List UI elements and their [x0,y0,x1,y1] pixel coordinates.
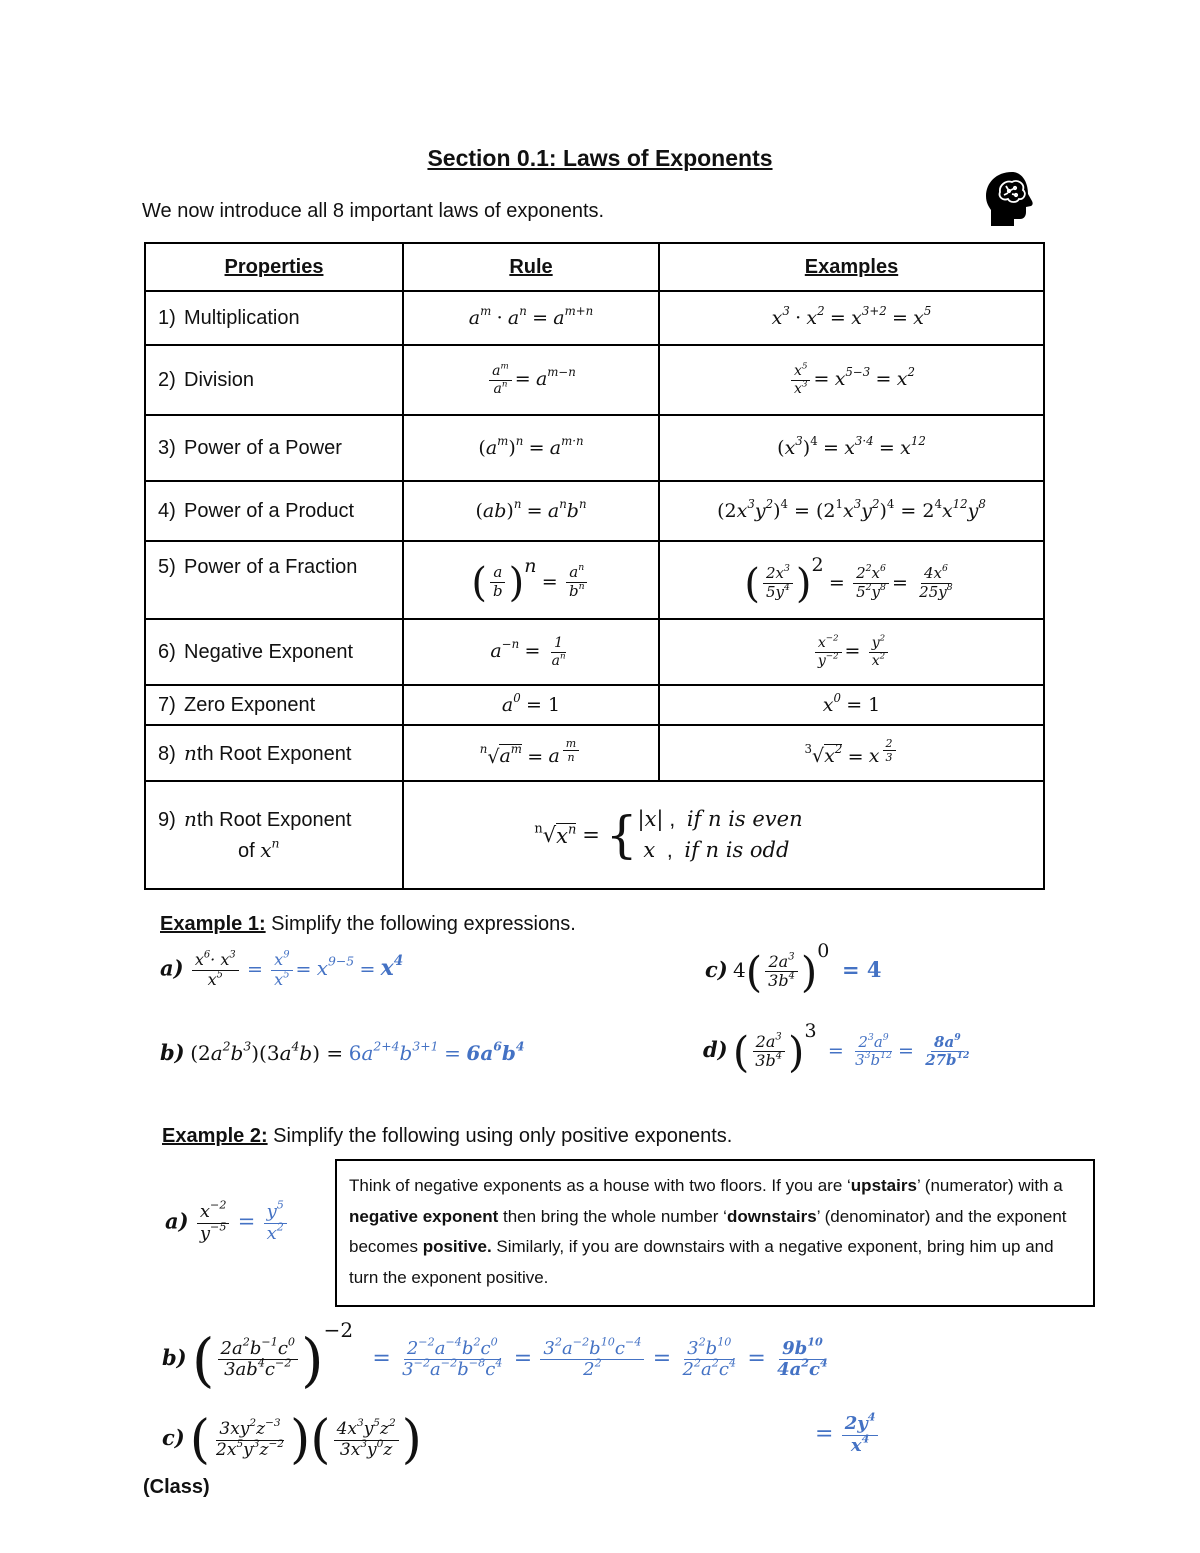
table-row [145,781,1044,889]
rule-cell: $a^0 = 1$ [403,685,659,725]
example2-title: Example 2: [162,1125,268,1147]
row-number: 2) [158,368,176,391]
property-cell: 9) nth Root Exponent of $x^n$ [145,781,403,889]
piecewise-odd: if n is odd [684,838,790,862]
property-name-cont: of [238,840,255,862]
table-header-row [145,243,1044,291]
row-number: 7) [158,693,176,716]
row-number: 9) [158,809,176,831]
property-cell [145,291,403,345]
property-name: Power of a Fraction [184,556,358,578]
property-name: Division [184,368,255,391]
negative-exponent-note: Think of negative exponents as a house with two floors. If you are ‘upstairs’ (numerator) with a negative exponent then bring the whole number ‘downstairs’ (denominator) and the exponent becomes positive. Similarly, if you are downstairs with a negative exponent, bring him up and turn the exponent positive. [335,1159,1095,1307]
note-positive: positive. [422,1237,492,1256]
table-row [145,345,1044,415]
property-name: Zero Exponent [184,693,316,716]
example2-c: c) ( $\frac{3xy^2z^{-3}}{2x^5y^3z^{-2}}$ )( $\frac{4x^3y^5z^2}{3x^3y^0z}$ ) [162,1410,422,1470]
rule-cell: ( $\frac{a}{b}$ )n = $\frac{a^n}{b^n}$ [403,541,659,619]
property-cell [145,685,403,725]
rule-cell: $\frac{a^m}{a^n}$ = $a^{m-n}$ [403,345,659,415]
head-brain-icon [982,170,1038,228]
intro-text: We now introduce all 8 important laws of exponents. [142,200,605,222]
example2-a: a) $\frac{x^{-2}}{y^{-5}}$ = $\frac{y^5}{x^2}$ [165,1203,290,1244]
example2-instruction: Simplify the following using only positive exponents. [273,1125,733,1147]
example-cell: $\frac{x^{-2}}{y^{-2}}$ = $\frac{y^2}{x^2}$ [659,619,1044,685]
property-cell [145,619,403,685]
example-cell: $x^3 \cdot x^2 = x^{3+2} = x^5$ [659,291,1044,345]
rule-cell: $(a^m)^n = a^{m\cdot n}$ [403,415,659,481]
property-cell [145,481,403,541]
row-number: 4) [158,499,176,522]
example-cell: $^3√x^2 = x$ $^{\frac{2}{3}}$ [659,725,1044,781]
example1-b: b) $(2a^2b^3)(3a^4b) = 6a^{2+4}b^{3+1} = 6a^6b^4$ [160,1038,525,1065]
row-number: 1) [158,306,176,329]
part-label: c) [162,1424,185,1450]
row-number: 8) [158,742,176,765]
example1-instruction: Simplify the following expressions. [271,913,576,935]
property-name: th Root Exponent [196,809,352,831]
table-row [145,415,1044,481]
part-label: b) [160,1040,185,1065]
class-note: (Class) [143,1476,210,1498]
table-row [145,541,1044,619]
part-label: a) [160,955,184,981]
example1-title: Example 1: [160,913,266,935]
row-number: 3) [158,436,176,459]
example-cell: $\frac{x^5}{x^3}$ = $x^{5-3} = x^2$ [659,345,1044,415]
property-cell [145,415,403,481]
header-properties: Properties [145,243,403,291]
table-row [145,619,1044,685]
example1-heading [160,913,576,936]
piecewise-even: if n is even [686,807,803,831]
row-number: 6) [158,640,176,663]
table-row [145,291,1044,345]
property-name: Negative Exponent [184,640,354,663]
property-cell: 8) nth Root Exponent [145,725,403,781]
rule-cell: $a^{-n}$ = $\frac{1}{a^n}$ [403,619,659,685]
property-cell [145,541,403,619]
example1-a: a) $\frac{x^6\cdot x^3}{x^5}$ = $\frac{x^9}{x^5}$ = $x^{9-5} = x^4$ [160,949,404,989]
example-cell: $x^0 = 1$ [659,685,1044,725]
header-examples: Examples [659,243,1044,291]
table-row [145,685,1044,725]
part-label: a) [165,1208,189,1234]
property-cell [145,345,403,415]
example-cell: $(x^3)^4 = x^{3\cdot 4} = x^{12}$ [659,415,1044,481]
example-cell: $(2x^3y^2)^4 = (2^1x^3y^2)^4 = 2^4x^{12}y^8$ [659,481,1044,541]
row-number: 5) [158,556,176,578]
rule-cell-merged: $^n$√ $x^n$ = { |x| , if n is even x , if n is odd [403,781,1044,889]
note-negative-exponent: negative exponent [349,1206,499,1226]
part-label: b) [162,1345,187,1370]
example2-b: b) ( $\frac{2a^2b^{-1}c^0}{3ab^4c^{-2}}$ )−2 = $\frac{2^{-2}a^{-4}b^2c^0}{3^{-2}a^{-2}b^{-8}c^4}$ = $\frac{3^2a^{-2}b^{10}c^{-4}}{2^2}$ = $\frac{3^2b^{10}}{2^2a^2c^4}$ = $\frac{9b^{10}}{4a^2c^4}$ [162,1318,828,1394]
table-row [145,725,1044,781]
rule-cell: $a^m \cdot a^n = a^{m+n}$ [403,291,659,345]
property-name: Power of a Power [184,436,342,459]
part-label: d) [703,1037,728,1062]
note-downstairs: downstairs [726,1206,817,1226]
page-title: Section 0.1: Laws of Exponents [427,145,773,171]
example1-d: d) ( $\frac{2a^3}{3b^4}$ )3 = $\frac{2^3a^9}{3^3b^{12}}$ = $\frac{8a^9}{27b^{12}}$ [703,1020,970,1077]
property-name: th Root Exponent [196,742,352,765]
property-name: Multiplication [184,306,300,329]
example2-heading [162,1125,732,1148]
part-label: c) [705,957,728,982]
property-name: Power of a Product [184,499,355,522]
example2-c-answer: = $\frac{2y^4}{x^4}$ [815,1415,881,1456]
laws-table [144,242,1045,890]
header-rule: Rule [403,243,659,291]
example1-c: c) 4( $\frac{2a^3}{3b^4}$ )0 = 4 [705,940,882,997]
rule-cell: $(ab)^n = a^nb^n$ [403,481,659,541]
example-cell: ( $\frac{2x^3}{5y^4}$ )2 = $\frac{2^2x^6}{5^2y^8}$ = $\frac{4x^6}{25y^8}$ [659,541,1044,619]
rule-cell: $^n√a^m = a$ $^{\frac{m}{n}}$ [403,725,659,781]
note-upstairs: upstairs [850,1176,917,1195]
table-row [145,481,1044,541]
